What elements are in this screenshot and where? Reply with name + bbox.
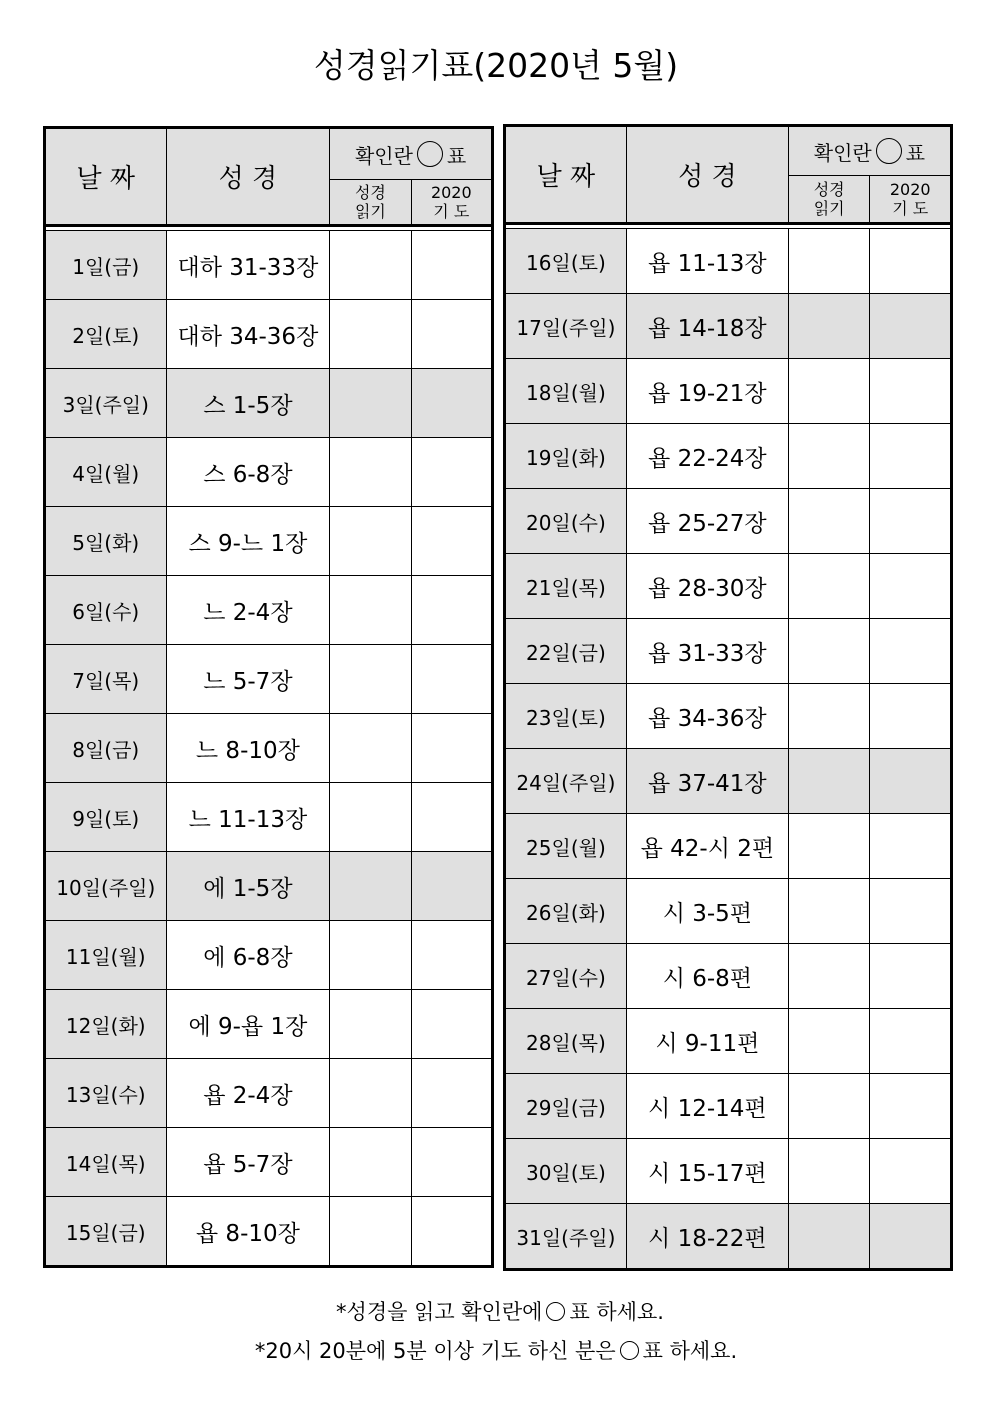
prayer-check-box[interactable] <box>870 749 952 814</box>
date-cell: 6일(수) <box>45 576 167 645</box>
table-row <box>45 1128 493 1197</box>
note-instruction-reading <box>0 1296 992 1326</box>
circle-icon <box>546 1302 565 1321</box>
reading-check-box[interactable] <box>788 619 870 684</box>
reading-cell: 느 5-7장 <box>166 645 330 714</box>
header-prayer-line2: 기 도 <box>433 202 470 221</box>
circle-icon <box>876 138 902 164</box>
header-check-label: 확인란 <box>354 143 413 168</box>
reading-cell: 스 6-8장 <box>166 438 330 507</box>
date-cell: 14일(목) <box>45 1128 167 1197</box>
table-row <box>505 1139 952 1204</box>
reading-check-box[interactable] <box>330 1059 411 1128</box>
prayer-check-box[interactable] <box>870 359 952 424</box>
table-row <box>45 231 493 300</box>
schedule-body-right <box>505 224 952 1270</box>
reading-cell: 대하 34-36장 <box>166 300 330 369</box>
prayer-check-box[interactable] <box>870 1074 952 1139</box>
date-cell: 5일(화) <box>45 507 167 576</box>
reading-check-box[interactable] <box>788 359 870 424</box>
reading-check-box[interactable] <box>330 300 411 369</box>
note1-text: *성경을 읽고 확인란에 <box>336 1300 543 1324</box>
reading-check-box[interactable] <box>788 554 870 619</box>
date-cell: 25일(월) <box>505 814 627 879</box>
reading-cell: 욥 37-41장 <box>626 749 788 814</box>
table-row <box>505 489 952 554</box>
header-reading <box>330 180 411 226</box>
date-cell: 21일(목) <box>505 554 627 619</box>
table-row <box>505 684 952 749</box>
date-cell: 10일(주일) <box>45 852 167 921</box>
reading-check-box[interactable] <box>788 749 870 814</box>
prayer-check-box[interactable] <box>411 231 492 300</box>
date-cell: 29일(금) <box>505 1074 627 1139</box>
reading-cell: 스 9-느 1장 <box>166 507 330 576</box>
reading-cell: 욥 31-33장 <box>626 619 788 684</box>
table-row <box>505 359 952 424</box>
header-bible: 성 경 <box>626 126 788 224</box>
date-cell: 17일(주일) <box>505 294 627 359</box>
date-cell: 8일(금) <box>45 714 167 783</box>
table-row <box>45 990 493 1059</box>
reading-cell: 에 9-욥 1장 <box>166 990 330 1059</box>
date-cell: 22일(금) <box>505 619 627 684</box>
table-row <box>45 369 493 438</box>
header-prayer-line1: 2020 <box>430 183 472 202</box>
date-cell: 11일(월) <box>45 921 167 990</box>
header-date: 날 짜 <box>45 128 167 226</box>
header-prayer <box>411 180 492 226</box>
reading-cell: 욥 42-시 2편 <box>626 814 788 879</box>
table-row <box>505 229 952 294</box>
reading-cell: 시 15-17편 <box>626 1139 788 1204</box>
reading-check-box[interactable] <box>330 921 411 990</box>
reading-cell: 시 3-5편 <box>626 879 788 944</box>
reading-check-box[interactable] <box>330 645 411 714</box>
prayer-check-box[interactable] <box>411 507 492 576</box>
page-title: 성경읽기표(2020년 5월) <box>313 46 679 85</box>
date-cell: 16일(토) <box>505 229 627 294</box>
prayer-check-box[interactable] <box>870 684 952 749</box>
reading-cell: 시 6-8편 <box>626 944 788 1009</box>
reading-cell: 욥 11-13장 <box>626 229 788 294</box>
prayer-check-box[interactable] <box>870 814 952 879</box>
date-cell: 27일(수) <box>505 944 627 1009</box>
date-cell: 2일(토) <box>45 300 167 369</box>
header-reading <box>788 176 870 224</box>
reading-cell: 느 8-10장 <box>166 714 330 783</box>
header-prayer-line2: 기 도 <box>892 199 929 218</box>
reading-check-box[interactable] <box>788 424 870 489</box>
reading-check-box[interactable] <box>330 1197 411 1267</box>
reading-check-box[interactable] <box>788 1204 870 1270</box>
reading-cell: 욥 5-7장 <box>166 1128 330 1197</box>
header-reading-line1: 성경 <box>813 180 845 199</box>
reading-check-box[interactable] <box>330 783 411 852</box>
table-row <box>505 554 952 619</box>
reading-check-box[interactable] <box>788 1074 870 1139</box>
schedule-table-right <box>503 124 953 1271</box>
header-check-suffix: 표 <box>446 143 467 168</box>
reading-check-box[interactable] <box>330 231 411 300</box>
header-reading-line1: 성경 <box>354 183 386 202</box>
reading-check-box[interactable] <box>788 879 870 944</box>
date-cell: 18일(월) <box>505 359 627 424</box>
date-cell: 26일(화) <box>505 879 627 944</box>
prayer-check-box[interactable] <box>411 576 492 645</box>
prayer-check-box[interactable] <box>870 944 952 1009</box>
reading-check-box[interactable] <box>788 1009 870 1074</box>
reading-cell: 욥 28-30장 <box>626 554 788 619</box>
reading-cell: 느 11-13장 <box>166 783 330 852</box>
reading-cell: 느 2-4장 <box>166 576 330 645</box>
table-row <box>45 852 493 921</box>
date-cell: 15일(금) <box>45 1197 167 1267</box>
reading-check-box[interactable] <box>788 944 870 1009</box>
reading-cell: 욥 14-18장 <box>626 294 788 359</box>
header-date: 날 짜 <box>505 126 627 224</box>
reading-check-box[interactable] <box>788 489 870 554</box>
reading-check-box[interactable] <box>330 369 411 438</box>
reading-check-box[interactable] <box>330 576 411 645</box>
prayer-check-box[interactable] <box>411 438 492 507</box>
table-row <box>45 921 493 990</box>
prayer-check-box[interactable] <box>870 1009 952 1074</box>
header-check <box>330 128 493 180</box>
table-row <box>45 1197 493 1267</box>
table-row <box>45 783 493 852</box>
prayer-check-box[interactable] <box>870 489 952 554</box>
table-row <box>505 944 952 1009</box>
table-row <box>505 1204 952 1270</box>
prayer-check-box[interactable] <box>411 1197 492 1267</box>
table-row <box>505 814 952 879</box>
prayer-check-box[interactable] <box>411 645 492 714</box>
prayer-check-box[interactable] <box>411 852 492 921</box>
header-check-suffix: 표 <box>905 140 926 165</box>
reading-cell: 욥 34-36장 <box>626 684 788 749</box>
table-row <box>505 619 952 684</box>
date-cell: 12일(화) <box>45 990 167 1059</box>
prayer-check-box[interactable] <box>411 300 492 369</box>
table-row <box>505 424 952 489</box>
prayer-check-box[interactable] <box>870 1204 952 1270</box>
prayer-check-box[interactable] <box>870 229 952 294</box>
prayer-check-box[interactable] <box>411 1128 492 1197</box>
table-row <box>45 1059 493 1128</box>
header-check <box>788 126 951 176</box>
reading-cell: 욥 19-21장 <box>626 359 788 424</box>
circle-icon <box>620 1341 639 1360</box>
table-row <box>505 749 952 814</box>
reading-cell: 대하 31-33장 <box>166 231 330 300</box>
prayer-check-box[interactable] <box>411 369 492 438</box>
table-row <box>505 1074 952 1139</box>
reading-cell: 시 18-22편 <box>626 1204 788 1270</box>
header-prayer <box>870 176 952 224</box>
prayer-check-box[interactable] <box>411 783 492 852</box>
reading-cell: 시 9-11편 <box>626 1009 788 1074</box>
reading-cell: 욥 8-10장 <box>166 1197 330 1267</box>
table-row <box>45 507 493 576</box>
header-prayer-line1: 2020 <box>889 180 931 199</box>
reading-cell: 욥 22-24장 <box>626 424 788 489</box>
prayer-check-box[interactable] <box>870 554 952 619</box>
prayer-check-box[interactable] <box>870 1139 952 1204</box>
reading-cell: 욥 25-27장 <box>626 489 788 554</box>
header-bible: 성 경 <box>166 128 330 226</box>
reading-check-box[interactable] <box>788 1139 870 1204</box>
circle-icon <box>417 141 443 167</box>
prayer-check-box[interactable] <box>870 424 952 489</box>
prayer-check-box[interactable] <box>870 879 952 944</box>
reading-cell: 에 1-5장 <box>166 852 330 921</box>
table-row <box>505 879 952 944</box>
date-cell: 30일(토) <box>505 1139 627 1204</box>
reading-check-box[interactable] <box>330 852 411 921</box>
date-cell: 7일(목) <box>45 645 167 714</box>
note1-suffix: 표 하세요. <box>569 1300 664 1324</box>
schedule-table-left <box>43 126 494 1268</box>
date-cell: 1일(금) <box>45 231 167 300</box>
reading-check-box[interactable] <box>330 507 411 576</box>
header-reading-line2: 읽기 <box>813 199 845 218</box>
date-cell: 24일(주일) <box>505 749 627 814</box>
prayer-check-box[interactable] <box>870 294 952 359</box>
prayer-check-box[interactable] <box>411 714 492 783</box>
table-row <box>45 438 493 507</box>
reading-check-box[interactable] <box>330 714 411 783</box>
table-row <box>505 294 952 359</box>
date-cell: 3일(주일) <box>45 369 167 438</box>
header-check-label: 확인란 <box>813 140 872 165</box>
reading-check-box[interactable] <box>788 684 870 749</box>
reading-check-box[interactable] <box>788 294 870 359</box>
prayer-check-box[interactable] <box>411 921 492 990</box>
table-row <box>45 300 493 369</box>
reading-check-box[interactable] <box>788 229 870 294</box>
prayer-check-box[interactable] <box>411 1059 492 1128</box>
reading-check-box[interactable] <box>330 990 411 1059</box>
schedule-body-left <box>45 226 493 1267</box>
reading-cell: 에 6-8장 <box>166 921 330 990</box>
table-row <box>505 1009 952 1074</box>
note-instruction-prayer <box>0 1335 992 1365</box>
table-row <box>45 714 493 783</box>
date-cell: 20일(수) <box>505 489 627 554</box>
reading-check-box[interactable] <box>330 438 411 507</box>
date-cell: 9일(토) <box>45 783 167 852</box>
date-cell: 19일(화) <box>505 424 627 489</box>
reading-cell: 스 1-5장 <box>166 369 330 438</box>
date-cell: 13일(수) <box>45 1059 167 1128</box>
reading-check-box[interactable] <box>330 1128 411 1197</box>
prayer-check-box[interactable] <box>870 619 952 684</box>
reading-cell: 욥 2-4장 <box>166 1059 330 1128</box>
table-row <box>45 576 493 645</box>
prayer-check-box[interactable] <box>411 990 492 1059</box>
date-cell: 28일(목) <box>505 1009 627 1074</box>
reading-cell: 시 12-14편 <box>626 1074 788 1139</box>
date-cell: 31일(주일) <box>505 1204 627 1270</box>
note2-suffix: 표 하세요. <box>642 1339 738 1363</box>
date-cell: 23일(토) <box>505 684 627 749</box>
reading-check-box[interactable] <box>788 814 870 879</box>
header-reading-line2: 읽기 <box>354 202 386 221</box>
date-cell: 4일(월) <box>45 438 167 507</box>
note2-text: *20시 20분에 5분 이상 기도 하신 분은 <box>254 1339 616 1363</box>
table-row <box>45 645 493 714</box>
